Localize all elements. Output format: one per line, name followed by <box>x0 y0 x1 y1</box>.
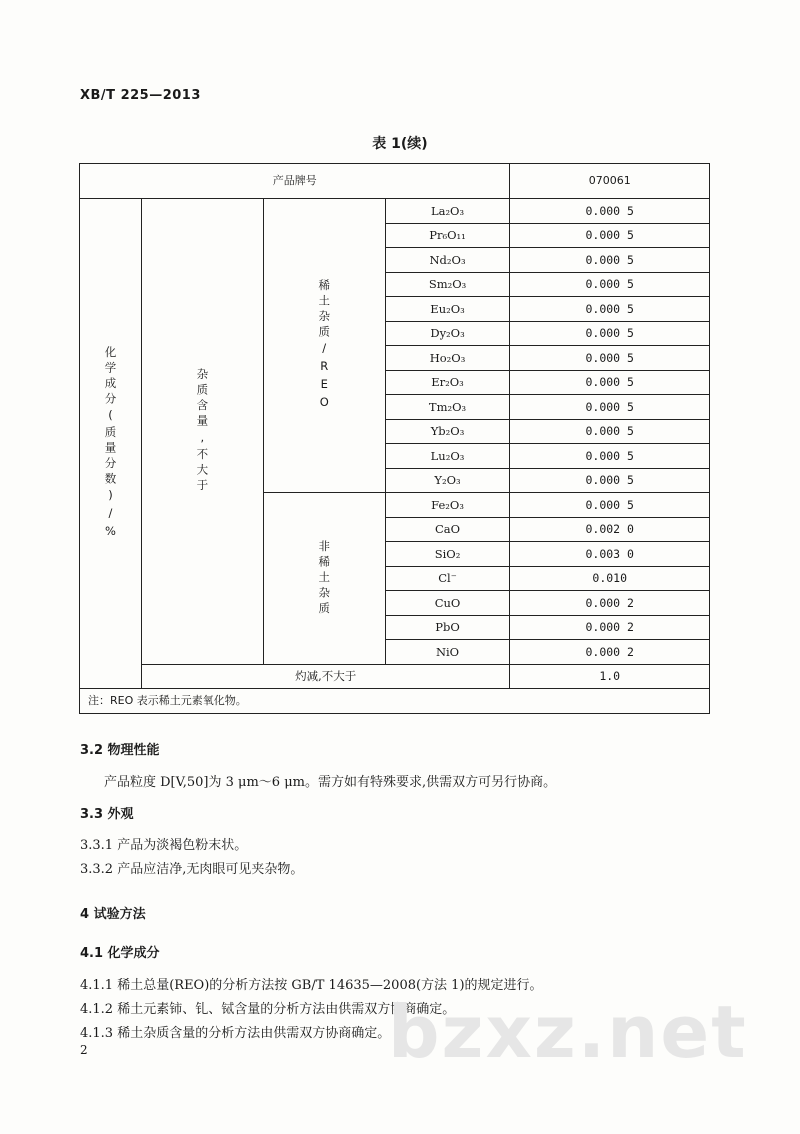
component-value-cell: 0.000 5 <box>510 493 710 518</box>
component-name-cell: Ho₂O₃ <box>385 346 510 371</box>
component-name-cell: PbO <box>385 615 510 640</box>
component-value-cell: 0.000 5 <box>510 248 710 273</box>
component-value-cell: 0.000 5 <box>510 468 710 493</box>
component-value-cell: 0.010 <box>510 566 710 591</box>
spec-table <box>79 163 710 714</box>
component-value-cell: 0.000 2 <box>510 640 710 665</box>
component-name-cell: CuO <box>385 591 510 616</box>
component-name-cell: Pr₆O₁₁ <box>385 223 510 248</box>
section-4-1-title: 4.1 化学成分 <box>80 946 160 961</box>
section-3-2-text: 产品粒度 D[V,50]为 3 μm～6 μm。需方如有特殊要求,供需双方可另行协商。 <box>104 775 557 790</box>
component-name-cell: Sm₂O₃ <box>385 272 510 297</box>
re-group-cell <box>263 199 385 493</box>
component-value-cell: 0.000 5 <box>510 346 710 371</box>
clause-4-1-2: 4.1.2 稀土元素铈、钆、铽含量的分析方法由供需双方协商确定。 <box>80 1002 456 1017</box>
component-name-cell: Fe₂O₃ <box>385 493 510 518</box>
component-name-cell: La₂O₃ <box>385 199 510 224</box>
loi-row <box>80 664 710 689</box>
section-3-2-title: 3.2 物理性能 <box>80 743 160 758</box>
non-rare-earth-impurity-label: 非稀土杂质 <box>317 539 332 617</box>
standard-number-header: XB/T 225—2013 <box>80 88 201 103</box>
watermark: bzxz.net <box>388 990 748 1074</box>
component-name-cell: Lu₂O₃ <box>385 444 510 469</box>
nre-group-cell <box>263 493 385 665</box>
component-value-cell: 0.000 5 <box>510 395 710 420</box>
product-label-cell: 产品牌号 <box>80 164 510 199</box>
component-value-cell: 0.000 5 <box>510 297 710 322</box>
section-3-3-title: 3.3 外观 <box>80 807 134 822</box>
table-note: 注：REO 表示稀土元素氧化物。 <box>80 689 710 714</box>
product-code-cell: 070061 <box>510 164 710 199</box>
loi-label-cell: 灼减,不大于 <box>141 664 509 689</box>
section-4-title: 4 试验方法 <box>80 907 146 922</box>
component-value-cell: 0.000 5 <box>510 223 710 248</box>
component-value-cell: 0.000 5 <box>510 272 710 297</box>
component-name-cell: Dy₂O₃ <box>385 321 510 346</box>
component-name-cell: Yb₂O₃ <box>385 419 510 444</box>
page-number: 2 <box>80 1043 88 1057</box>
component-value-cell: 0.000 5 <box>510 419 710 444</box>
impurity-label-cell <box>141 199 263 665</box>
rare-earth-impurity-label: 稀土杂质/REO <box>317 278 332 413</box>
chem-composition-label: 化学成分(质量分数)/% <box>103 345 118 542</box>
table-header-row <box>80 164 710 199</box>
component-value-cell: 0.000 5 <box>510 321 710 346</box>
component-value-cell: 0.000 5 <box>510 444 710 469</box>
component-value-cell: 0.000 5 <box>510 199 710 224</box>
impurity-content-label: 杂质含量,不大于 <box>195 368 210 495</box>
clause-3-3-1: 3.3.1 产品为淡褐色粉末状。 <box>80 838 248 853</box>
clause-4-1-1: 4.1.1 稀土总量(REO)的分析方法按 GB/T 14635—2008(方法 1)的规定进行。 <box>80 978 543 993</box>
component-value-cell: 0.000 5 <box>510 370 710 395</box>
component-value-cell: 0.000 2 <box>510 591 710 616</box>
loi-value-cell: 1.0 <box>510 664 710 689</box>
clause-4-1-3: 4.1.3 稀土杂质含量的分析方法由供需双方协商确定。 <box>80 1026 391 1041</box>
component-name-cell: Eu₂O₃ <box>385 297 510 322</box>
component-name-cell: Y₂O₃ <box>385 468 510 493</box>
component-name-cell: Tm₂O₃ <box>385 395 510 420</box>
clause-3-3-2: 3.3.2 产品应洁净,无肉眼可见夹杂物。 <box>80 862 304 877</box>
table-row <box>80 199 710 224</box>
note-row <box>80 689 710 714</box>
component-value-cell: 0.000 2 <box>510 615 710 640</box>
component-name-cell: SiO₂ <box>385 542 510 567</box>
component-name-cell: CaO <box>385 517 510 542</box>
component-name-cell: Cl⁻ <box>385 566 510 591</box>
component-value-cell: 0.002 0 <box>510 517 710 542</box>
component-value-cell: 0.003 0 <box>510 542 710 567</box>
table-caption: 表 1(续) <box>372 136 428 152</box>
component-name-cell: NiO <box>385 640 510 665</box>
component-name-cell: Er₂O₃ <box>385 370 510 395</box>
component-name-cell: Nd₂O₃ <box>385 248 510 273</box>
chem-label-cell <box>80 199 142 689</box>
